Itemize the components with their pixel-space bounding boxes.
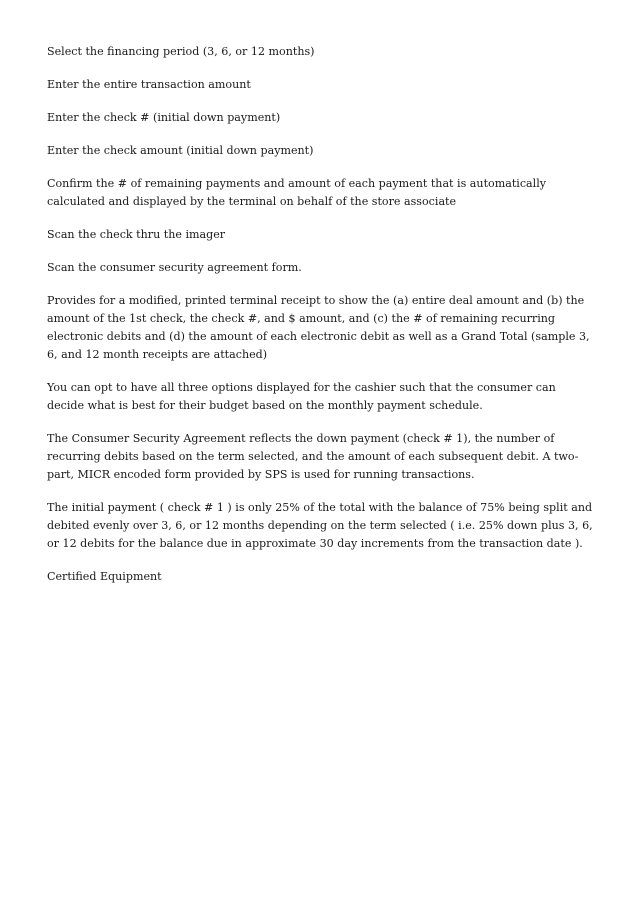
paragraph-receipt: Provides for a modified, printed terminal receipt to show the (a) entire deal amount and (b) the amount of the 1st check, the check #, and $ amount, and (c) the # of remaining recurring electronic debits and (d) the amount of each electronic debit as well as a Grand Total (sample 3, 6, and 12 month receipts are attached) (47, 294, 590, 361)
paragraph-certified-equipment: Certified Equipment (47, 570, 162, 583)
paragraph-options: You can opt to have all three options displayed for the cashier such that the consumer can decide what is best for their budget based on the monthly payment schedule. (47, 381, 556, 412)
paragraph-transaction-amount: Enter the entire transaction amount (47, 78, 251, 91)
paragraph-security-agreement: The Consumer Security Agreement reflects the down payment (check # 1), the number of recurring debits based on the term selected, and the amount of each subsequent debit. A two-part, MICR encoded form provided by SPS is used for running transactions. (47, 432, 579, 481)
paragraph-scan-check: Scan the check thru the imager (47, 228, 226, 241)
paragraph-check-number: Enter the check # (initial down payment) (47, 111, 281, 124)
paragraph-confirm-payments: Confirm the # of remaining payments and amount of each payment that is automatically calculated and displayed by the terminal on behalf of the store associate (47, 177, 547, 208)
paragraph-scan-agreement: Scan the consumer security agreement form. (47, 261, 302, 274)
paragraph-initial-payment: The initial payment ( check # 1 ) is only 25% of the total with the balance of 75% being split and debited evenly over 3, 6, or 12 months depending on the term selected ( i.e. 25% down plus 3, 6, or 12 debits for the balance due in approximate 30 day increments from the transaction date ). (47, 501, 593, 550)
document-body (47, 43, 595, 601)
paragraph-financing-period: Select the financing period (3, 6, or 12 months) (47, 45, 315, 58)
paragraph-check-amount: Enter the check amount (initial down payment) (47, 144, 314, 157)
